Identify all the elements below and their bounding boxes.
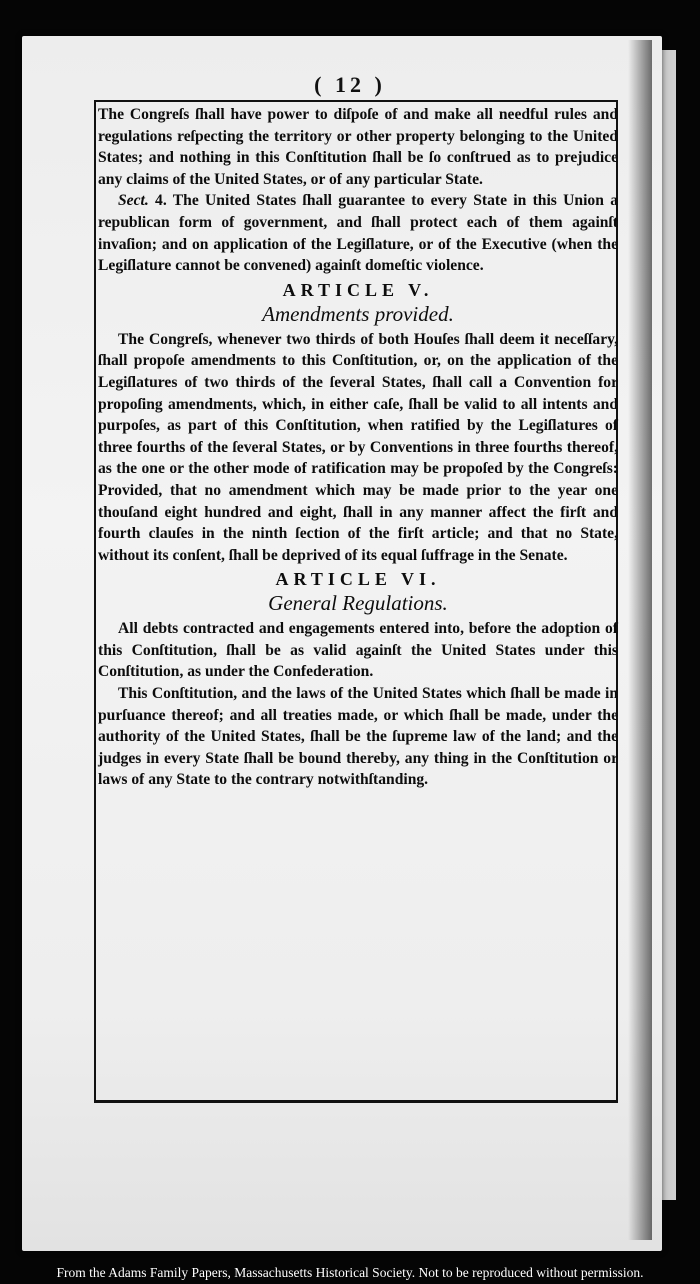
article-iv-paragraph: The Congreſs ſhall have power to diſpoſe of and make all needful rules and regulations reſpecting the territory or other property belonging to the United States; and nothing in this Conſtitution ſhall be ſo conſtrued as to prejudice any claims of the United States, or of any particular State.: [98, 106, 618, 188]
article-v-heading: ARTICLE V.: [282, 279, 434, 300]
article-vi-heading: ARTICLE VI.: [275, 569, 441, 590]
section-label: Sect.: [118, 192, 149, 210]
article-v-text: The Congreſs, whenever two thirds of both Houſes ſhall deem it neceſſary, ſhall propoſe amendments to this Conſtitution, or, on the application of the Legiſlatures of two thirds of the ſeveral States, ſhall call a Convention for propoſing amendments, which, in either caſe, ſhall be valid to all intents and purpoſes, as part of this Conſtitution, when ratified by the Legiſlatures of three fourths of the ſeveral States, or by Conventions in three fourths thereof, as the one or the other mode of ratification may be propoſed by the Congreſs: Provided, that no amendment which may be made prior to the year one thouſand eight hundred and eight, ſhall in any manner affect the firſt and fourth clauſes in the ninth ſection of the firſt article; and that no State, without its conſent, ſhall be deprived of its equal ſuffrage in the Senate.: [98, 330, 618, 564]
article-vi-paragraph-1: All debts contracted and engagements entered into, before the adoption of this Conſtitution, ſhall be as valid againſt the United States under this Conſtitution, as under the Confederation.: [98, 620, 618, 681]
archive-caption: From the Adams Family Papers, Massachusetts Historical Society. Not to be reproduced without permission.: [56, 1265, 644, 1280]
article-vi-paragraph-2: This Conſtitution, and the laws of the United States which ſhall be made in purſuance thereof; and all treaties made, or which ſhall be made, under the authority of the United States, ſhall be the ſupreme law of the land; and the judges in every State ſhall be bound thereby, any thing in the Conſtitution or laws of any State to the contrary notwithſtanding.: [98, 685, 618, 789]
page-number: ( 12 ): [314, 72, 386, 97]
gutter-shadow: [628, 40, 652, 1240]
document-body: [98, 104, 618, 791]
article-v-subheading: Amendments provided.: [262, 301, 454, 326]
article-vi-subheading: General Regulations.: [268, 591, 448, 616]
section-4-text: 4. The United States ſhall guarantee to every State in this Union a republican form of government, and ſhall protect each of them againſt invaſion; and on application of the Legiſlature, or of the Executive (when the Legiſlature cannot be convened) againſt domeſtic violence.: [98, 192, 618, 275]
section-4-paragraph: [98, 190, 618, 276]
